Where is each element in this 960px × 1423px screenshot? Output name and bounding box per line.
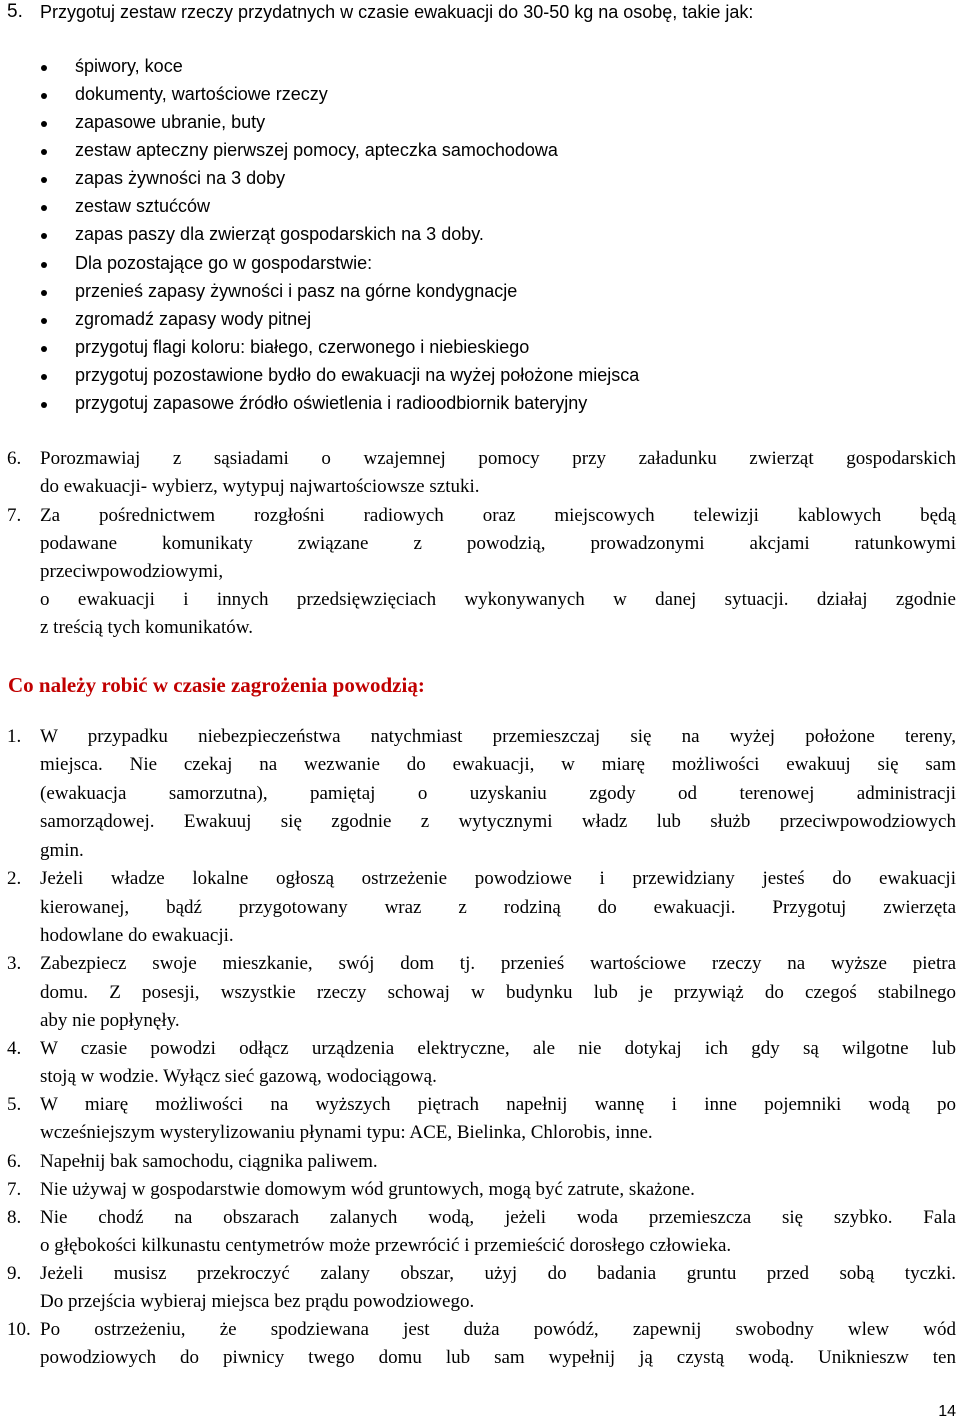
step-number: 6. — [7, 1151, 22, 1172]
step-number: 5. — [7, 1094, 22, 1115]
step-line: miejsca. Nie czekaj na wezwanie do ewakuacji, w miarę możliwości ewakuuj się sam — [40, 754, 956, 775]
step-line: gmin. — [40, 840, 84, 861]
step-number: 10. — [7, 1319, 31, 1340]
step-line: Jeżeli władze lokalne ogłoszą ostrzeżenie powodziowe i przewidziany jesteś do ewakuacji — [40, 868, 956, 889]
bullet-icon — [41, 318, 47, 324]
step-line: Jeżeli musisz przekroczyć zalany obszar, użyj do badania gruntu przed sobą tyczki. — [40, 1263, 956, 1284]
list-item: przygotuj pozostawione bydło do ewakuacji na wyżej położone miejsca — [75, 365, 640, 385]
bullet-icon — [41, 205, 47, 211]
intro-number: 5. — [7, 1, 23, 22]
point-7-line: z treścią tych komunikatów. — [40, 617, 253, 638]
bullet-icon — [41, 402, 47, 408]
step-line: W przypadku niebezpieczeństwa natychmiast przemieszczaj się na wyżej położone tereny, — [40, 726, 956, 747]
bullet-icon — [41, 121, 47, 127]
page-number: 14 — [938, 1403, 956, 1420]
step-line: aby nie popłynęły. — [40, 1010, 180, 1031]
point-7-line: podawane komunikaty związane z powodzią, prowadzonymi akcjami ratunkowymi — [40, 533, 956, 554]
list-item: dokumenty, wartościowe rzeczy — [75, 84, 328, 104]
bullet-icon — [41, 93, 47, 99]
bullet-icon — [41, 290, 47, 296]
bullet-icon — [41, 262, 47, 268]
list-item: zestaw sztućców — [75, 196, 211, 216]
list-item: zapas paszy dla zwierząt gospodarskich na 3 doby. — [75, 224, 484, 244]
intro-text: Przygotuj zestaw rzeczy przydatnych w czasie ewakuacji do 30-50 kg na osobę, takie jak: — [40, 2, 754, 22]
step-number: 2. — [7, 868, 22, 889]
point-7-line: przeciwpowodziowymi, — [40, 561, 224, 582]
step-number: 9. — [7, 1263, 22, 1284]
step-number: 1. — [7, 726, 22, 747]
point-7-number: 7. — [7, 505, 22, 526]
step-line: W miarę możliwości na wyższych piętrach napełnij wannę i inne pojemniki wodą po — [40, 1094, 956, 1115]
point-6-line: do ewakuacji- wybierz, wytypuj najwartościowsze sztuki. — [40, 476, 480, 497]
bullet-icon — [41, 149, 47, 155]
section-heading: Co należy robić w czasie zagrożenia powodzią: — [8, 673, 425, 697]
step-line: Napełnij bak samochodu, ciągnika paliwem. — [40, 1151, 378, 1172]
bullet-icon — [41, 177, 47, 183]
point-6-line: Porozmawiaj z sąsiadami o wzajemnej pomocy przy załadunku zwierząt gospodarskich — [40, 448, 956, 469]
step-line: Do przejścia wybieraj miejsca bez prądu powodziowego. — [40, 1291, 475, 1312]
step-line: (ewakuacja samorzutna), pamiętaj o uzyskaniu zgody od terenowej administracji — [40, 783, 956, 804]
bullet-icon — [41, 346, 47, 352]
step-line: powodziowych do piwnicy twego domu lub sam wypełnij ją czystą wodą. Uniknieszw ten — [40, 1347, 956, 1368]
list-item: przenieś zapasy żywności i pasz na górne kondygnacje — [75, 281, 518, 301]
step-line: o głębokości kilkunastu centymetrów może przewrócić i przemieścić dorosłego człowieka. — [40, 1235, 732, 1256]
step-line: kierowanej, bądź przygotowany wraz z rodziną do ewakuacji. Przygotuj zwierzęta — [40, 897, 956, 918]
step-number: 3. — [7, 953, 22, 974]
list-item: zgromadź zapasy wody pitnej — [75, 309, 312, 329]
step-number: 8. — [7, 1207, 22, 1228]
step-line: hodowlane do ewakuacji. — [40, 925, 234, 946]
step-line: domu. Z posesji, wszystkie rzeczy schowaj w budynku lub je przywiąż do czegoś stabilnego — [40, 982, 956, 1003]
step-line: Zabezpiecz swoje mieszkanie, swój dom tj. przenieś wartościowe rzeczy na wyższe pietra — [40, 953, 956, 974]
step-number: 7. — [7, 1179, 22, 1200]
list-item: Dla pozostające go w gospodarstwie: — [75, 253, 373, 273]
point-6-number: 6. — [7, 448, 22, 469]
step-line: Nie używaj w gospodarstwie domowym wód gruntowych, mogą być zatrute, skażone. — [40, 1179, 695, 1200]
bullet-icon — [41, 65, 47, 71]
point-7-line: o ewakuacji i innych przedsięwzięciach wykonywanych w danej sytuacji. działaj zgodnie — [40, 589, 956, 610]
list-item: zapas żywności na 3 doby — [75, 168, 286, 188]
step-line: samorządowej. Ewakuuj się zgodnie z wytycznymi władz lub służb przeciwpowodziowych — [40, 811, 956, 832]
step-line: Nie chodź na obszarach zalanych wodą, jeżeli woda przemieszcza się szybko. Fala — [40, 1207, 956, 1228]
list-item: zapasowe ubranie, buty — [75, 112, 266, 132]
step-line: stoją w wodzie. Wyłącz sieć gazową, wodociągową. — [40, 1066, 437, 1087]
point-7-line: Za pośrednictwem rozgłośni radiowych oraz miejscowych telewizji kablowych będą — [40, 505, 956, 526]
list-item: śpiwory, koce — [75, 56, 183, 76]
step-number: 4. — [7, 1038, 22, 1059]
bullet-icon — [41, 233, 47, 239]
list-item: przygotuj flagi koloru: białego, czerwonego i niebieskiego — [75, 337, 530, 357]
bullet-icon — [41, 374, 47, 380]
list-item: przygotuj zapasowe źródło oświetlenia i radioodbiornik bateryjny — [75, 393, 588, 413]
step-line: wcześniejszym wysterylizowaniu płynami typu: ACE, Bielinka, Chlorobis, inne. — [40, 1122, 653, 1143]
step-line: W czasie powodzi odłącz urządzenia elektryczne, ale nie dotykaj ich gdy są wilgotne lub — [40, 1038, 956, 1059]
list-item: zestaw apteczny pierwszej pomocy, apteczka samochodowa — [75, 140, 558, 160]
step-line: Po ostrzeżeniu, że spodziewana jest duża powódź, zapewnij swobodny wlew wód — [40, 1319, 956, 1340]
